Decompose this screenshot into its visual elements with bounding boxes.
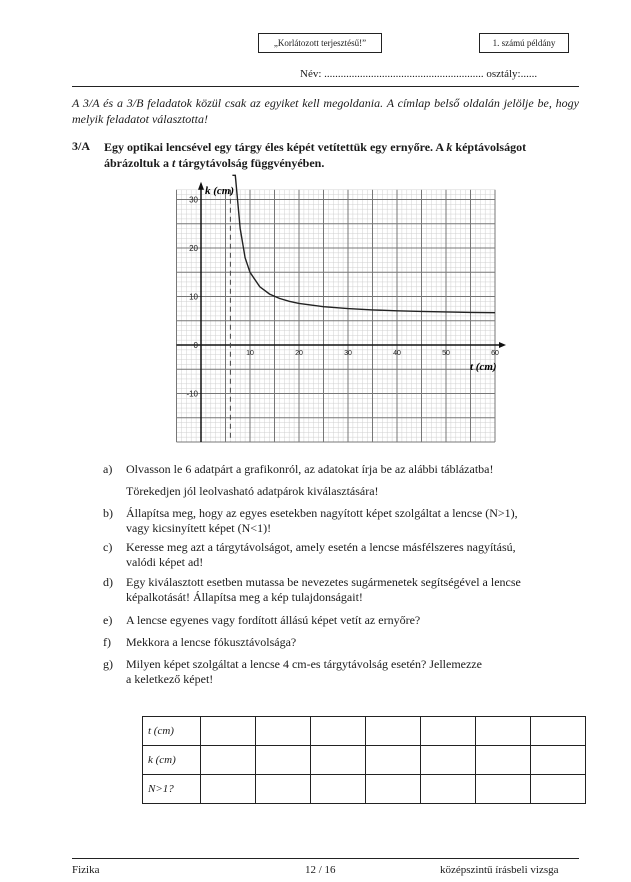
empty-cell[interactable] — [311, 717, 366, 746]
question-text — [126, 635, 569, 650]
empty-cell[interactable] — [476, 717, 531, 746]
question-line: Egy kiválasztott esetben mutassa be nevezetes sugármenetek segítségével a lencse — [126, 575, 521, 589]
question-text — [126, 484, 569, 499]
x-axis-label: t (cm) — [470, 361, 497, 373]
question-line: képalkotását! Állapítsa meg a kép tulajdonságait! — [126, 590, 363, 604]
empty-cell[interactable] — [201, 717, 256, 746]
question-text — [126, 657, 569, 687]
question-line: a keletkező képet! — [126, 672, 214, 686]
empty-cell[interactable] — [531, 746, 586, 775]
empty-cell[interactable] — [201, 746, 256, 775]
empty-cell[interactable] — [256, 717, 311, 746]
question-line: Milyen képet szolgáltat a lencse 4 cm-es tárgytávolság esetén? Jellemezze — [126, 657, 482, 671]
question-text — [126, 575, 569, 605]
empty-cell[interactable] — [256, 775, 311, 804]
footer-page-number: 12 / 16 — [305, 864, 336, 876]
empty-cell[interactable] — [421, 717, 476, 746]
x-tick-label: 30 — [344, 350, 352, 357]
empty-cell[interactable] — [476, 746, 531, 775]
question-label: a) — [103, 462, 113, 476]
x-tick-label: 20 — [295, 350, 303, 357]
empty-cell[interactable] — [311, 775, 366, 804]
restricted-distribution-stamp: „Korlátozott terjesztésű!” — [258, 33, 382, 53]
question-line: Olvasson le 6 adatpárt a grafikonról, az adatokat írja be az alábbi táblázatba! — [126, 462, 494, 476]
row-header: N>1? — [143, 775, 201, 804]
table-row — [143, 746, 586, 775]
x-tick-label: 60 — [491, 350, 499, 357]
y-tick-label: -10 — [186, 389, 198, 399]
question-text — [126, 540, 569, 570]
empty-cell[interactable] — [201, 775, 256, 804]
empty-cell[interactable] — [366, 746, 421, 775]
question-text — [126, 613, 569, 628]
task-statement: Egy optikai lencsével egy tárgy éles képét vetítettük egy ernyőre. A k képtávolságot ábrázoltuk a t tárgytávolság függvényében. — [104, 140, 527, 170]
header-divider — [72, 86, 579, 87]
y-axis-label: k (cm) — [205, 184, 235, 197]
question-label: f) — [103, 635, 111, 649]
y-tick-label: 20 — [189, 244, 198, 253]
question-text — [126, 506, 569, 536]
question-line: vagy kicsinyített képet (N<1)! — [126, 521, 272, 535]
x-axis-arrow — [499, 342, 506, 348]
row-header: t (cm) — [143, 717, 201, 746]
footer-exam-level: középszintű írásbeli vizsga — [440, 864, 559, 876]
empty-cell[interactable] — [256, 746, 311, 775]
empty-cell[interactable] — [366, 717, 421, 746]
question-label: e) — [103, 613, 113, 627]
y-tick-label: 0 — [193, 341, 198, 350]
y-axis-arrow — [198, 182, 204, 190]
question-label: g) — [103, 657, 113, 671]
y-tick-label: 10 — [189, 292, 198, 302]
question-label: b) — [103, 506, 113, 520]
instructions-text: A 3/A és a 3/B feladatok közül csak az egyiket kell megoldania. A címlap belső oldalán jelölje be, hogy melyik feladatot választotta! — [72, 96, 579, 126]
question-label: d) — [103, 575, 113, 589]
footer-divider — [72, 858, 579, 859]
image-distance-chart — [168, 172, 508, 447]
copy-number-stamp: 1. számú példány — [479, 33, 569, 53]
x-tick-label: 50 — [442, 350, 450, 357]
question-label: c) — [103, 540, 113, 554]
table-row — [143, 717, 586, 746]
question-line: Keresse meg azt a tárgytávolságot, amely esetén a lencse másfélszeres nagyítású, — [126, 540, 516, 554]
empty-cell[interactable] — [421, 746, 476, 775]
question-line: valódi képet ad! — [126, 555, 204, 569]
empty-cell[interactable] — [366, 775, 421, 804]
question-line: Állapítsa meg, hogy az egyes esetekben nagyított képet szolgáltat a lencse (N>1), — [126, 506, 518, 520]
empty-cell[interactable] — [311, 746, 366, 775]
question-line: Törekedjen jól leolvasható adatpárok kiválasztására! — [126, 484, 379, 498]
x-tick-label: 10 — [246, 350, 254, 357]
empty-cell[interactable] — [476, 775, 531, 804]
question-line: A lencse egyenes vagy fordított állású képet vetít az ernyőre? — [126, 613, 421, 627]
empty-cell[interactable] — [421, 775, 476, 804]
task-number: 3/A — [72, 139, 90, 153]
row-header: k (cm) — [143, 746, 201, 775]
x-tick-label: 40 — [393, 350, 401, 357]
name-class-line: Név: .......................................................... osztály:...... — [300, 68, 538, 80]
empty-cell[interactable] — [531, 775, 586, 804]
y-tick-label: 30 — [189, 195, 198, 205]
empty-cell[interactable] — [531, 717, 586, 746]
question-text — [126, 462, 569, 477]
question-line: Mekkora a lencse fókusztávolsága? — [126, 635, 297, 649]
table-row — [143, 775, 586, 804]
footer-subject: Fizika — [72, 864, 100, 876]
data-table — [142, 716, 586, 804]
